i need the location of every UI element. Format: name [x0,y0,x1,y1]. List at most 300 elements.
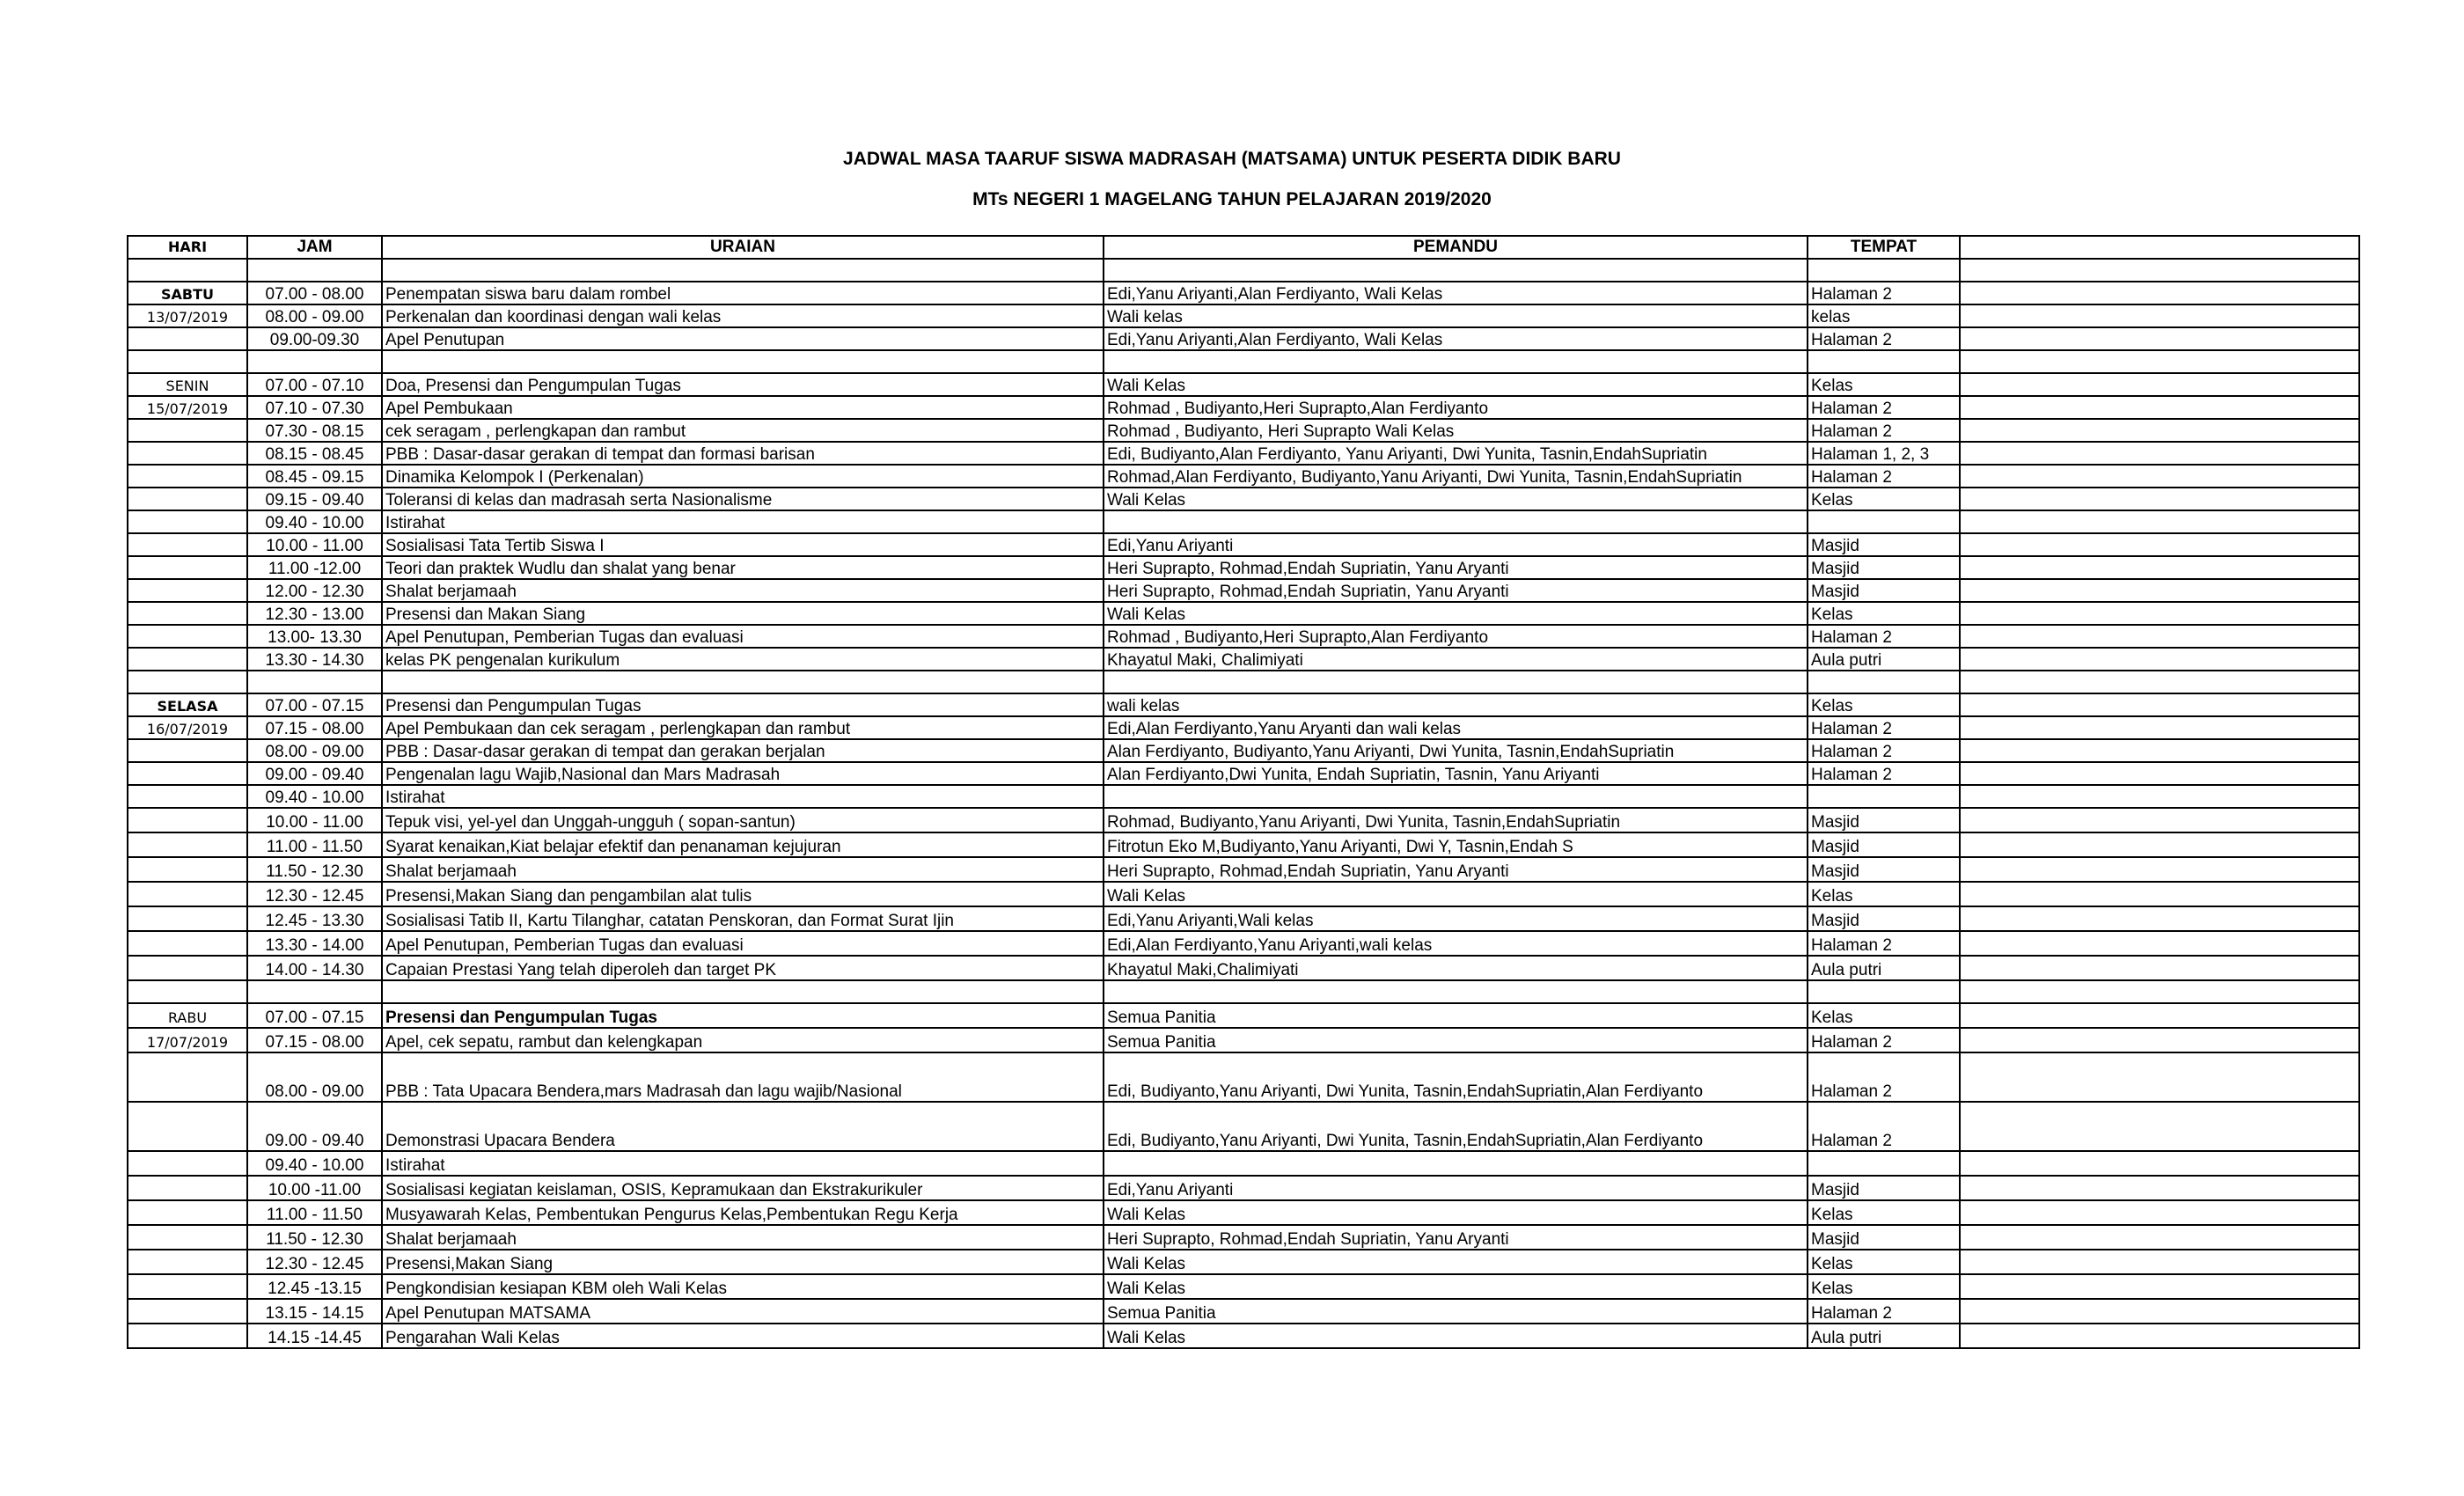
table-row [128,785,2359,808]
table-row [128,602,2359,625]
extra-cell [1960,980,2359,1003]
uraian-cell: Pengarahan Wali Kelas [382,1324,1104,1348]
table-row [128,1003,2359,1028]
table-row [128,304,2359,327]
uraian-cell: Sosialisasi kegiatan keislaman, OSIS, Kepramukaan dan Ekstrakurikuler [382,1176,1104,1200]
schedule-table [127,235,2360,1349]
jam-cell [247,259,382,282]
jam-cell: 12.45 - 13.30 [247,906,382,931]
jam-cell: 11.50 - 12.30 [247,857,382,882]
extra-cell [1960,857,2359,882]
extra-cell [1960,956,2359,980]
jam-cell: 07.15 - 08.00 [247,716,382,739]
extra-cell [1960,648,2359,671]
tempat-cell: Kelas [1808,488,1960,510]
extra-cell [1960,882,2359,906]
extra-cell [1960,1274,2359,1299]
spacer-row [128,259,2359,282]
tempat-cell [1808,980,1960,1003]
pemandu-cell: Edi,Yanu Ariyanti [1104,533,1808,556]
table-row [128,1200,2359,1225]
extra-cell [1960,396,2359,419]
hari-cell [128,442,247,465]
jam-cell: 09.40 - 10.00 [247,1151,382,1176]
uraian-cell: Syarat kenaikan,Kiat belajar efektif dan penanaman kejujuran [382,832,1104,857]
tempat-cell [1808,510,1960,533]
table-row [128,906,2359,931]
hari-cell [128,259,247,282]
hari-cell: 16/07/2019 [128,716,247,739]
pemandu-cell: Semua Panitia [1104,1299,1808,1324]
tempat-cell: Kelas [1808,1274,1960,1299]
uraian-cell [382,671,1104,693]
uraian-cell: Apel Pembukaan dan cek seragam , perlengkapan dan rambut [382,716,1104,739]
jam-cell: 13.00- 13.30 [247,625,382,648]
jam-cell: 09.40 - 10.00 [247,510,382,533]
pemandu-cell: Semua Panitia [1104,1003,1808,1028]
hari-cell [128,1151,247,1176]
tempat-cell: Halaman 2 [1808,739,1960,762]
pemandu-cell: Edi,Yanu Ariyanti [1104,1176,1808,1200]
table-header-row [128,236,2359,259]
tempat-cell: kelas [1808,304,1960,327]
table-row [128,1250,2359,1274]
table-row [128,1274,2359,1299]
uraian-cell: kelas PK pengenalan kurikulum [382,648,1104,671]
hari-cell [128,1102,247,1151]
header-jam: JAM [247,236,382,259]
jam-cell: 07.00 - 07.10 [247,373,382,396]
table-row [128,625,2359,648]
hari-cell [128,1200,247,1225]
hari-cell: SENIN [128,373,247,396]
table-row [128,533,2359,556]
extra-cell [1960,1102,2359,1151]
extra-cell [1960,906,2359,931]
tempat-cell: Aula putri [1808,1324,1960,1348]
tempat-cell: Halaman 2 [1808,1102,1960,1151]
extra-cell [1960,739,2359,762]
pemandu-cell: Wali Kelas [1104,882,1808,906]
tempat-cell: Halaman 2 [1808,1028,1960,1052]
hari-cell: 13/07/2019 [128,304,247,327]
uraian-cell: PBB : Dasar-dasar gerakan di tempat dan formasi barisan [382,442,1104,465]
pemandu-cell: Wali Kelas [1104,373,1808,396]
hari-cell: SABTU [128,282,247,304]
pemandu-cell: Khayatul Maki, Chalimiyati [1104,648,1808,671]
tempat-cell: Masjid [1808,533,1960,556]
extra-cell [1960,716,2359,739]
pemandu-cell: Heri Suprapto, Rohmad,Endah Supriatin, Yanu Aryanti [1104,579,1808,602]
jam-cell: 09.00-09.30 [247,327,382,350]
uraian-cell: Penempatan siswa baru dalam rombel [382,282,1104,304]
hari-cell [128,1176,247,1200]
uraian-cell [382,980,1104,1003]
pemandu-cell: Rohmad , Budiyanto,Heri Suprapto,Alan Ferdiyanto [1104,625,1808,648]
jam-cell: 10.00 - 11.00 [247,533,382,556]
jam-cell: 09.15 - 09.40 [247,488,382,510]
uraian-cell: Presensi dan Makan Siang [382,602,1104,625]
uraian-cell: Shalat berjamaah [382,579,1104,602]
extra-cell [1960,931,2359,956]
tempat-cell: Masjid [1808,1176,1960,1200]
pemandu-cell [1104,350,1808,373]
extra-cell [1960,419,2359,442]
tempat-cell: Halaman 2 [1808,716,1960,739]
tempat-cell [1808,350,1960,373]
jam-cell [247,671,382,693]
hari-cell [128,488,247,510]
extra-cell [1960,1176,2359,1200]
tempat-cell: Kelas [1808,373,1960,396]
pemandu-cell: Edi,Yanu Ariyanti,Alan Ferdiyanto, Wali Kelas [1104,282,1808,304]
uraian-cell: Apel Penutupan, Pemberian Tugas dan evaluasi [382,931,1104,956]
pemandu-cell: Edi, Budiyanto,Alan Ferdiyanto, Yanu Ariyanti, Dwi Yunita, Tasnin,EndahSupriatin [1104,442,1808,465]
extra-cell [1960,1052,2359,1102]
uraian-cell: Shalat berjamaah [382,857,1104,882]
pemandu-cell: Fitrotun Eko M,Budiyanto,Yanu Ariyanti, Dwi Y, Tasnin,Endah S [1104,832,1808,857]
tempat-cell: Halaman 1, 2, 3 [1808,442,1960,465]
jam-cell: 09.00 - 09.40 [247,1102,382,1151]
table-row [128,1052,2359,1102]
uraian-cell: Presensi,Makan Siang dan pengambilan alat tulis [382,882,1104,906]
pemandu-cell: Rohmad,Alan Ferdiyanto, Budiyanto,Yanu Ariyanti, Dwi Yunita, Tasnin,EndahSupriatin [1104,465,1808,488]
hari-cell: 15/07/2019 [128,396,247,419]
extra-cell [1960,373,2359,396]
uraian-cell: Toleransi di kelas dan madrasah serta Nasionalisme [382,488,1104,510]
extra-cell [1960,510,2359,533]
uraian-cell: Teori dan praktek Wudlu dan shalat yang benar [382,556,1104,579]
extra-cell [1960,259,2359,282]
hari-cell [128,762,247,785]
hari-cell: RABU [128,1003,247,1028]
hari-cell [128,602,247,625]
extra-cell [1960,465,2359,488]
jam-cell: 11.00 -12.00 [247,556,382,579]
table-row [128,1028,2359,1052]
uraian-cell: Apel Penutupan MATSAMA [382,1299,1104,1324]
hari-cell [128,1274,247,1299]
pemandu-cell: Heri Suprapto, Rohmad,Endah Supriatin, Yanu Aryanti [1104,1225,1808,1250]
hari-cell [128,465,247,488]
extra-cell [1960,282,2359,304]
jam-cell: 07.00 - 07.15 [247,693,382,716]
pemandu-cell: Heri Suprapto, Rohmad,Endah Supriatin, Yanu Aryanti [1104,556,1808,579]
hari-cell [128,1225,247,1250]
jam-cell: 11.00 - 11.50 [247,1200,382,1225]
uraian-cell: Apel Pembukaan [382,396,1104,419]
header-pemandu: PEMANDU [1104,236,1808,259]
jam-cell: 13.30 - 14.00 [247,931,382,956]
tempat-cell: Masjid [1808,832,1960,857]
pemandu-cell: Rohmad , Budiyanto,Heri Suprapto,Alan Ferdiyanto [1104,396,1808,419]
extra-cell [1960,1003,2359,1028]
tempat-cell: Masjid [1808,906,1960,931]
table-row [128,956,2359,980]
schedule-body [128,259,2359,1348]
header-hari: HARI [128,236,247,259]
tempat-cell [1808,785,1960,808]
table-row [128,882,2359,906]
table-row [128,1324,2359,1348]
hari-cell [128,533,247,556]
hari-cell [128,648,247,671]
extra-cell [1960,1200,2359,1225]
extra-cell [1960,785,2359,808]
hari-cell [128,980,247,1003]
uraian-cell: Demonstrasi Upacara Bendera [382,1102,1104,1151]
header-uraian: URAIAN [382,236,1104,259]
table-row [128,282,2359,304]
pemandu-cell: wali kelas [1104,693,1808,716]
table-row [128,579,2359,602]
uraian-cell: Istirahat [382,1151,1104,1176]
hari-cell [128,510,247,533]
jam-cell: 08.00 - 09.00 [247,304,382,327]
tempat-cell: Masjid [1808,579,1960,602]
pemandu-cell [1104,510,1808,533]
hari-cell [128,739,247,762]
pemandu-cell: Rohmad, Budiyanto,Yanu Ariyanti, Dwi Yunita, Tasnin,EndahSupriatin [1104,808,1808,832]
pemandu-cell: Alan Ferdiyanto,Dwi Yunita, Endah Supriatin, Tasnin, Yanu Ariyanti [1104,762,1808,785]
tempat-cell: Masjid [1808,556,1960,579]
pemandu-cell: Wali Kelas [1104,1200,1808,1225]
pemandu-cell: Edi,Alan Ferdiyanto,Yanu Ariyanti,wali kelas [1104,931,1808,956]
hari-cell [128,906,247,931]
tempat-cell: Kelas [1808,1003,1960,1028]
pemandu-cell: Wali Kelas [1104,1274,1808,1299]
table-row [128,419,2359,442]
hari-cell [128,1299,247,1324]
jam-cell: 07.00 - 08.00 [247,282,382,304]
jam-cell: 14.15 -14.45 [247,1324,382,1348]
hari-cell [128,350,247,373]
extra-cell [1960,1250,2359,1274]
tempat-cell: Masjid [1808,857,1960,882]
jam-cell: 12.45 -13.15 [247,1274,382,1299]
tempat-cell: Halaman 2 [1808,1299,1960,1324]
pemandu-cell [1104,259,1808,282]
extra-cell [1960,556,2359,579]
pemandu-cell: Edi,Yanu Ariyanti,Alan Ferdiyanto, Wali Kelas [1104,327,1808,350]
tempat-cell: Halaman 2 [1808,419,1960,442]
table-row [128,832,2359,857]
extra-cell [1960,625,2359,648]
table-row [128,762,2359,785]
table-row [128,648,2359,671]
hari-cell [128,579,247,602]
jam-cell: 09.40 - 10.00 [247,785,382,808]
table-row [128,693,2359,716]
jam-cell: 11.00 - 11.50 [247,832,382,857]
tempat-cell: Halaman 2 [1808,625,1960,648]
pemandu-cell: Edi,Alan Ferdiyanto,Yanu Aryanti dan wali kelas [1104,716,1808,739]
uraian-cell: Presensi,Makan Siang [382,1250,1104,1274]
pemandu-cell: Wali Kelas [1104,1324,1808,1348]
uraian-cell: Tepuk visi, yel-yel dan Unggah-ungguh ( sopan-santun) [382,808,1104,832]
tempat-cell [1808,1151,1960,1176]
table-row [128,442,2359,465]
hari-cell [128,931,247,956]
extra-cell [1960,832,2359,857]
extra-cell [1960,304,2359,327]
jam-cell [247,980,382,1003]
hari-cell [128,832,247,857]
uraian-cell: Presensi dan Pengumpulan Tugas [382,1003,1104,1028]
jam-cell: 10.00 - 11.00 [247,808,382,832]
table-row [128,373,2359,396]
extra-cell [1960,602,2359,625]
tempat-cell: Kelas [1808,1200,1960,1225]
extra-cell [1960,579,2359,602]
extra-cell [1960,442,2359,465]
table-row [128,1176,2359,1200]
hari-cell: SELASA [128,693,247,716]
jam-cell: 13.30 - 14.30 [247,648,382,671]
jam-cell: 07.10 - 07.30 [247,396,382,419]
pemandu-cell: Wali Kelas [1104,488,1808,510]
pemandu-cell: Khayatul Maki,Chalimiyati [1104,956,1808,980]
jam-cell [247,350,382,373]
tempat-cell: Halaman 2 [1808,465,1960,488]
uraian-cell [382,350,1104,373]
table-row [128,465,2359,488]
table-row [128,556,2359,579]
jam-cell: 10.00 -11.00 [247,1176,382,1200]
pemandu-cell: Edi, Budiyanto,Yanu Ariyanti, Dwi Yunita, Tasnin,EndahSupriatin,Alan Ferdiyanto [1104,1102,1808,1151]
jam-cell: 13.15 - 14.15 [247,1299,382,1324]
jam-cell: 12.30 - 13.00 [247,602,382,625]
uraian-cell: Pengkondisian kesiapan KBM oleh Wali Kelas [382,1274,1104,1299]
table-row [128,1299,2359,1324]
header-extra [1960,236,2359,259]
table-row [128,1151,2359,1176]
jam-cell: 14.00 - 14.30 [247,956,382,980]
extra-cell [1960,488,2359,510]
table-row [128,1225,2359,1250]
pemandu-cell [1104,671,1808,693]
extra-cell [1960,327,2359,350]
tempat-cell: Masjid [1808,808,1960,832]
hari-cell [128,808,247,832]
hari-cell [128,857,247,882]
uraian-cell: Apel Penutupan, Pemberian Tugas dan evaluasi [382,625,1104,648]
uraian-cell: PBB : Dasar-dasar gerakan di tempat dan gerakan berjalan [382,739,1104,762]
jam-cell: 11.50 - 12.30 [247,1225,382,1250]
hari-cell [128,1250,247,1274]
uraian-cell: Istirahat [382,510,1104,533]
extra-cell [1960,1299,2359,1324]
table-row [128,716,2359,739]
tempat-cell: Kelas [1808,882,1960,906]
tempat-cell: Aula putri [1808,648,1960,671]
uraian-cell: Sosialisasi Tata Tertib Siswa I [382,533,1104,556]
table-row [128,396,2359,419]
uraian-cell: Capaian Prestasi Yang telah diperoleh dan target PK [382,956,1104,980]
hari-cell [128,1052,247,1102]
jam-cell: 07.30 - 08.15 [247,419,382,442]
extra-cell [1960,693,2359,716]
extra-cell [1960,1028,2359,1052]
uraian-cell: Apel Penutupan [382,327,1104,350]
hari-cell [128,1324,247,1348]
jam-cell: 07.15 - 08.00 [247,1028,382,1052]
document-subtitle: MTs NEGERI 1 MAGELANG TAHUN PELAJARAN 2019/2020 [972,189,1492,209]
uraian-cell: Shalat berjamaah [382,1225,1104,1250]
hari-cell [128,671,247,693]
hari-cell [128,625,247,648]
pemandu-cell [1104,1151,1808,1176]
tempat-cell: Kelas [1808,602,1960,625]
pemandu-cell: Wali kelas [1104,304,1808,327]
hari-cell [128,327,247,350]
tempat-cell: Halaman 2 [1808,931,1960,956]
extra-cell [1960,1324,2359,1348]
hari-cell [128,785,247,808]
table-row [128,931,2359,956]
pemandu-cell: Heri Suprapto, Rohmad,Endah Supriatin, Yanu Aryanti [1104,857,1808,882]
tempat-cell: Halaman 2 [1808,1052,1960,1102]
uraian-cell: cek seragam , perlengkapan dan rambut [382,419,1104,442]
pemandu-cell: Edi,Yanu Ariyanti,Wali kelas [1104,906,1808,931]
tempat-cell [1808,259,1960,282]
extra-cell [1960,350,2359,373]
table-row [128,327,2359,350]
uraian-cell: Musyawarah Kelas, Pembentukan Pengurus Kelas,Pembentukan Regu Kerja [382,1200,1104,1225]
pemandu-cell [1104,980,1808,1003]
jam-cell: 12.30 - 12.45 [247,1250,382,1274]
extra-cell [1960,671,2359,693]
pemandu-cell: Semua Panitia [1104,1028,1808,1052]
extra-cell [1960,533,2359,556]
tempat-cell [1808,671,1960,693]
hari-cell: 17/07/2019 [128,1028,247,1052]
spacer-row [128,671,2359,693]
jam-cell: 08.15 - 08.45 [247,442,382,465]
jam-cell: 08.00 - 09.00 [247,1052,382,1102]
tempat-cell: Halaman 2 [1808,327,1960,350]
extra-cell [1960,762,2359,785]
uraian-cell: Presensi dan Pengumpulan Tugas [382,693,1104,716]
tempat-cell: Masjid [1808,1225,1960,1250]
extra-cell [1960,1225,2359,1250]
extra-cell [1960,1151,2359,1176]
extra-cell [1960,808,2359,832]
tempat-cell: Aula putri [1808,956,1960,980]
pemandu-cell [1104,785,1808,808]
jam-cell: 12.00 - 12.30 [247,579,382,602]
tempat-cell: Halaman 2 [1808,282,1960,304]
pemandu-cell: Wali Kelas [1104,602,1808,625]
table-row [128,488,2359,510]
tempat-cell: Kelas [1808,693,1960,716]
jam-cell: 08.45 - 09.15 [247,465,382,488]
table-row [128,808,2359,832]
uraian-cell: Pengenalan lagu Wajib,Nasional dan Mars Madrasah [382,762,1104,785]
hari-cell [128,419,247,442]
header-tempat: TEMPAT [1808,236,1960,259]
hari-cell [128,882,247,906]
uraian-cell: Doa, Presensi dan Pengumpulan Tugas [382,373,1104,396]
jam-cell: 07.00 - 07.15 [247,1003,382,1028]
uraian-cell: Dinamika Kelompok I (Perkenalan) [382,465,1104,488]
table-row [128,510,2359,533]
jam-cell: 12.30 - 12.45 [247,882,382,906]
hari-cell [128,956,247,980]
table-row [128,857,2359,882]
uraian-cell: Sosialisasi Tatib II, Kartu Tilanghar, catatan Penskoran, dan Format Surat Ijin [382,906,1104,931]
jam-cell: 09.00 - 09.40 [247,762,382,785]
